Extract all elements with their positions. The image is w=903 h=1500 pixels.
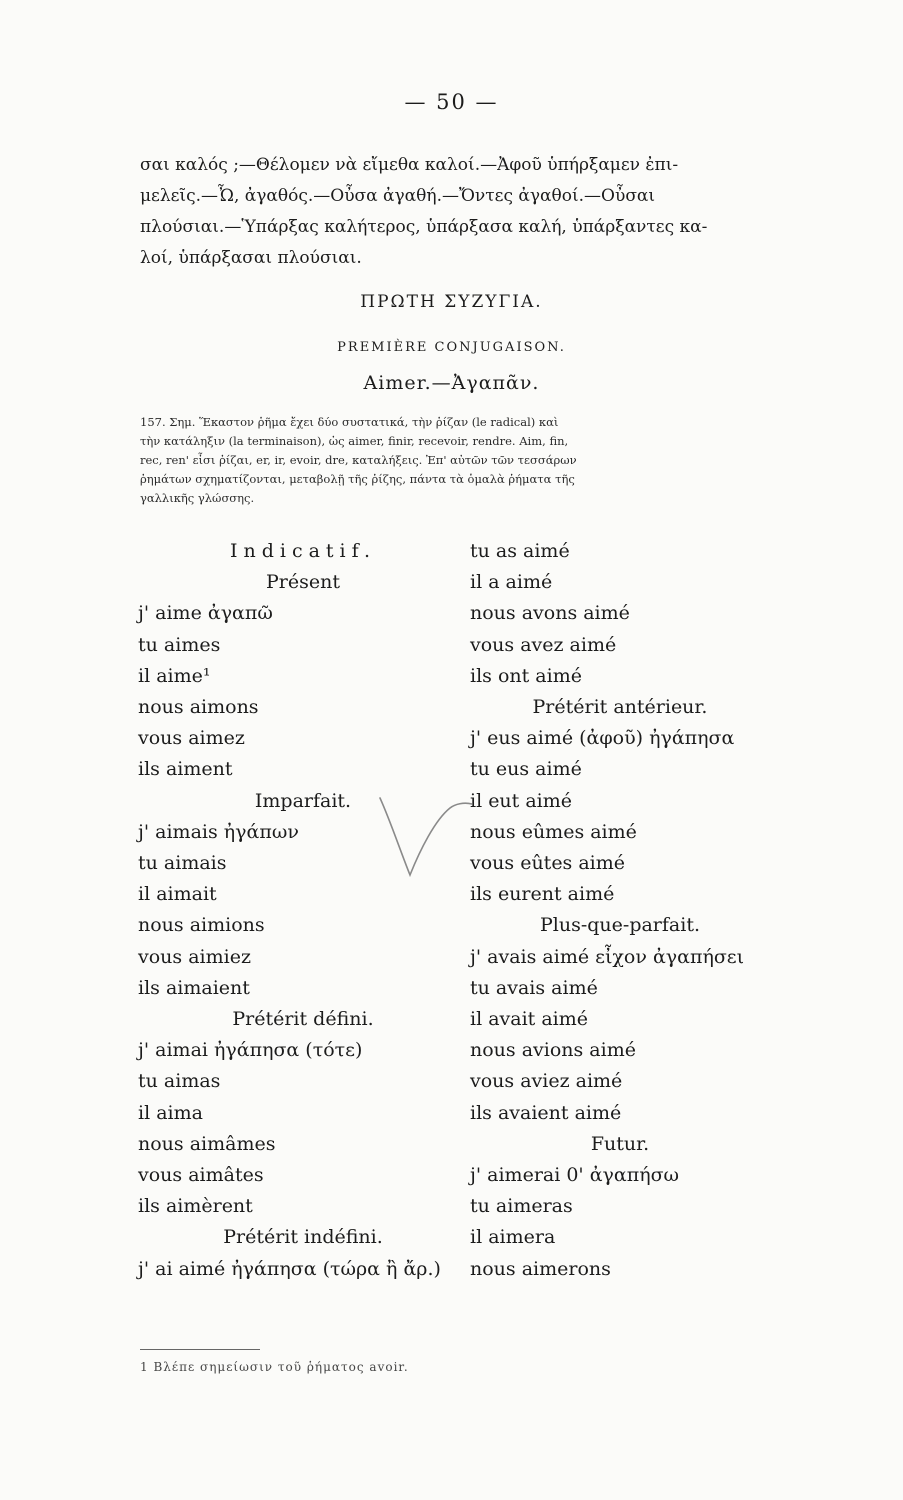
verb-form: tu avais aimé	[470, 976, 598, 999]
footnote-rule	[140, 1349, 260, 1350]
note-line: 157. Σημ. Ἕκαστον ῥῆμα ἔχει δύο συστατικά, τὴν ῥίζαν (le radical) καὶ	[140, 415, 559, 429]
verb-form: j' ai aimé ἠγάπησα (τώρα ἢ ἄρ.)	[138, 1257, 441, 1280]
mood-heading: Indicatif.	[229, 540, 377, 562]
verb-form: tu as aimé	[470, 540, 570, 562]
note-line: ῥημάτων σχηματίζονται, μεταβολῇ τῆς ῥίζης, πάντα τὰ ὁμαλὰ ῥήματα τῆς	[140, 472, 575, 486]
verb-form: ils eurent aimé	[470, 883, 615, 906]
pencil-mark-icon	[340, 780, 480, 890]
verb-form: tu aimas	[138, 1070, 221, 1093]
note-line: rec, ren' εἶσι ῥίζαι, er, ir, evoir, dre, καταλήξεις. Ἐπ' αὐτῶν τῶν τεσσάρων	[140, 453, 577, 467]
note-line: τὴν κατάληξιν (la terminaison), ὡς aimer, finir, recevoir, rendre. Aim, fin,	[140, 434, 569, 448]
verb-form: j' avais aimé εἶχον ἀγαπήσει	[470, 945, 745, 968]
verb-form: nous eûmes aimé	[470, 820, 637, 843]
verb-form: vous aimiez	[138, 945, 251, 968]
verb-form: j' eus aimé (ἀφοῦ) ἠγάπησα	[470, 727, 735, 750]
verb-form: nous aimerons	[470, 1257, 611, 1280]
verb-form: vous aimâtes	[138, 1164, 264, 1187]
footnote: 1 Βλέπε σημείωσιν τοῦ ῥήματος avoir.	[140, 1360, 409, 1374]
verb-form: ils ont aimé	[470, 664, 582, 687]
verb-form: il aima	[138, 1101, 203, 1124]
verb-form: nous avions aimé	[470, 1039, 636, 1062]
verb-form: vous aimez	[138, 727, 245, 750]
verb-form: j' aimerai 0' ἀγαπήσω	[470, 1164, 680, 1187]
tense-heading-plusqueparfait: Plus-que-parfait.	[539, 914, 700, 937]
verb-form: il aimera	[470, 1226, 556, 1249]
intro-paragraph	[140, 150, 800, 274]
verb-form: vous avez aimé	[470, 633, 617, 656]
verb-form: j' aimai ἠγάπησα (τότε)	[138, 1039, 363, 1062]
verb-form: nous aimions	[138, 914, 265, 937]
verb-form: tu eus aimé	[470, 758, 582, 781]
verb-form: vous aviez aimé	[470, 1070, 623, 1093]
verb-form: ils avaient aimé	[470, 1101, 622, 1124]
heading-french: PREMIÈRE CONJUGAISON.	[337, 340, 566, 355]
text-line: σαι καλός ;—Θέλομεν νὰ εἴμεθα καλοί.—Ἀφοῦ ὑπήρξαμεν ἐπι-	[140, 155, 679, 175]
verb-form: ils aimèrent	[138, 1195, 253, 1218]
verb-form: il avait aimé	[470, 1008, 588, 1031]
verb-form: il a aimé	[470, 571, 553, 594]
left-conjugation-column	[138, 536, 468, 1285]
text-line: πλούσιαι.—Ὑπάρξας καλήτερος, ὑπάρξασα καλή, ὑπάρξαντες κα-	[140, 217, 708, 237]
verb-form: tu aimais	[138, 852, 227, 875]
verb-form: tu aimes	[138, 633, 221, 656]
tense-heading-preterit-indefini: Prétérit indéfini.	[223, 1226, 383, 1249]
page-number: — 50 —	[404, 90, 499, 114]
verb-form: nous avons aimé	[470, 602, 630, 625]
note-line: γαλλικῆς γλώσσης.	[140, 491, 255, 505]
text-line: λοί, ὑπάρξασαι πλούσιαι.	[140, 248, 362, 268]
verb-form: j' aime ἀγαπῶ	[138, 602, 273, 625]
tense-heading-present: Présent	[266, 571, 340, 594]
tense-heading-anterieur: Prétérit antérieur.	[532, 696, 708, 719]
tense-heading-futur: Futur.	[590, 1132, 650, 1155]
verb-form: il eut aimé	[470, 789, 573, 812]
tense-heading-preterit-defini: Prétérit défini.	[232, 1008, 374, 1031]
verb-form: j' aimais ἠγάπων	[138, 820, 299, 843]
verb-form: nous aimons	[138, 696, 259, 719]
verb-form: ils aiment	[138, 758, 233, 781]
heading-greek: ΠΡΩΤΗ ΣΥΖΥΓΙΑ.	[360, 292, 543, 312]
verb-form: il aime¹	[138, 664, 211, 687]
verb-form: vous eûtes aimé	[470, 852, 626, 875]
verb-title: Aimer.—Ἀγαπᾶν.	[363, 372, 540, 394]
right-conjugation-column	[470, 536, 850, 1285]
verb-form: ils aimaient	[138, 976, 250, 999]
tense-heading-imparfait: Imparfait.	[254, 789, 352, 812]
verb-form: nous aimâmes	[138, 1132, 276, 1155]
verb-form: tu aimeras	[470, 1195, 573, 1218]
verb-form: il aimait	[138, 883, 217, 906]
grammar-note	[140, 413, 840, 508]
text-line: μελεῖς.—Ὦ, ἀγαθός.—Οὖσα ἀγαθή.—Ὄντες ἀγαθοί.—Οὖσαι	[140, 186, 656, 206]
